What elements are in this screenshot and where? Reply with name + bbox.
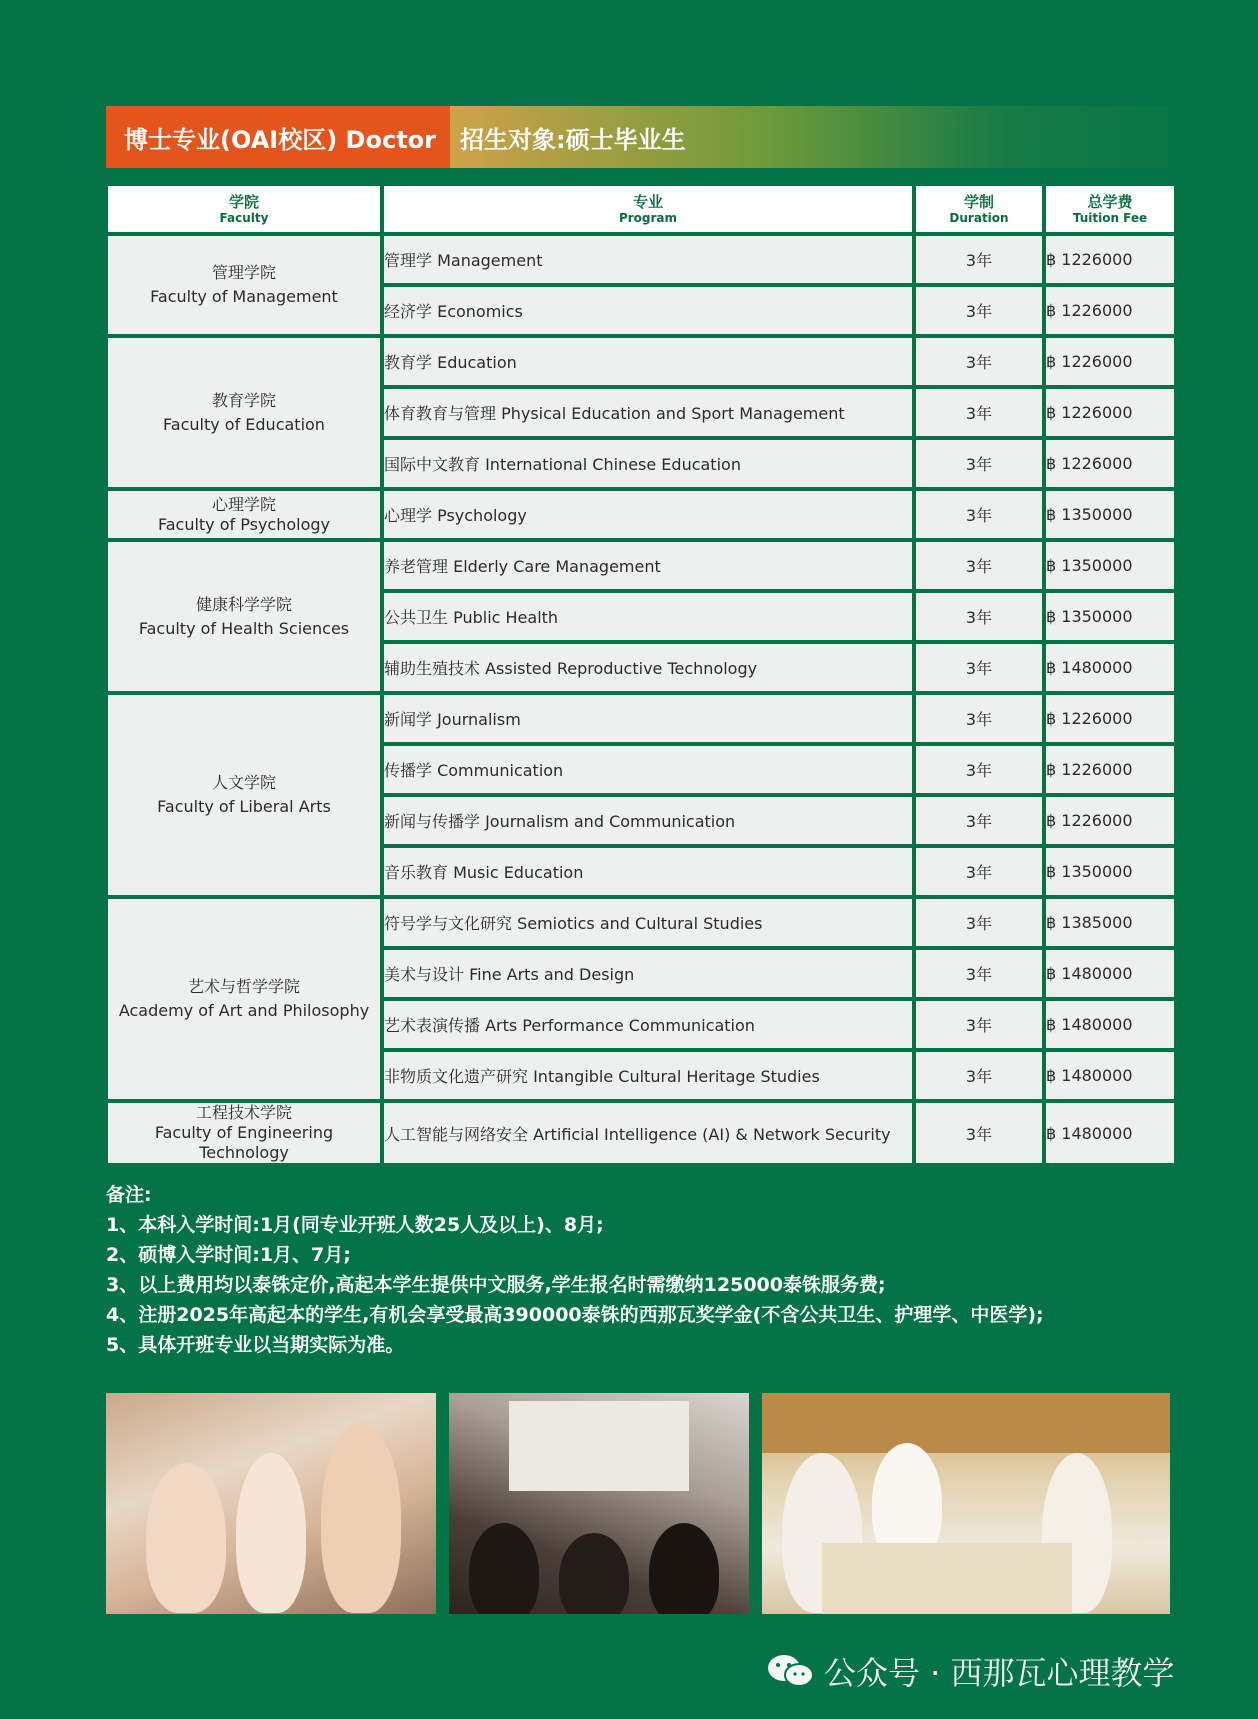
table-row — [108, 899, 1174, 946]
fee-cell: ฿ 1480000 — [1046, 950, 1174, 997]
faculty-cell-liberal-arts: 人文学院 Faculty of Liberal Arts — [108, 695, 380, 895]
faculty-cell-management: 管理学院 Faculty of Management — [108, 236, 380, 334]
duration-cell: 3年 — [916, 950, 1042, 997]
table-row — [108, 338, 1174, 385]
duration-cell: 3年 — [916, 695, 1042, 742]
photo-students-laptop — [106, 1393, 436, 1614]
header-program: 专业 Program — [384, 186, 912, 232]
program-cell: 管理学 Management — [384, 236, 912, 283]
note-item: 4、注册2025年高起本的学生,有机会享受最高390000泰铢的西那瓦奖学金(不含公共卫生、护理学、中医学); — [106, 1304, 1044, 1326]
fee-cell: ฿ 1226000 — [1046, 389, 1174, 436]
program-cell: 经济学 Economics — [384, 287, 912, 334]
duration-cell: 3年 — [916, 1052, 1042, 1099]
program-cell: 人工智能与网络安全 Artificial Intelligence (AI) & Network Security — [384, 1103, 912, 1163]
header-duration: 学制 Duration — [916, 186, 1042, 232]
program-cell: 新闻学 Journalism — [384, 695, 912, 742]
duration-cell: 3年 — [916, 644, 1042, 691]
photo-lecture-classroom — [449, 1393, 749, 1614]
duration-cell: 3年 — [916, 797, 1042, 844]
table-row — [108, 695, 1174, 742]
program-cell: 音乐教育 Music Education — [384, 848, 912, 895]
notes-title: 备注: — [106, 1184, 152, 1206]
fee-cell: ฿ 1350000 — [1046, 491, 1174, 538]
program-cell: 艺术表演传播 Arts Performance Communication — [384, 1001, 912, 1048]
fee-cell: ฿ 1385000 — [1046, 899, 1174, 946]
fee-cell: ฿ 1226000 — [1046, 797, 1174, 844]
fee-cell: ฿ 1226000 — [1046, 746, 1174, 793]
fee-cell: ฿ 1350000 — [1046, 848, 1174, 895]
duration-cell: 3年 — [916, 1103, 1042, 1163]
table-row — [108, 542, 1174, 589]
duration-cell: 3年 — [916, 440, 1042, 487]
faculty-cell-engineering: 工程技术学院 Faculty of Engineering Technology — [108, 1103, 380, 1163]
note-item: 2、硕博入学时间:1月、7月; — [106, 1244, 351, 1266]
wechat-icon — [766, 1653, 816, 1689]
photo-library-group — [762, 1393, 1170, 1614]
fee-cell: ฿ 1480000 — [1046, 644, 1174, 691]
fee-cell: ฿ 1226000 — [1046, 287, 1174, 334]
program-table — [104, 182, 1178, 1167]
program-cell: 符号学与文化研究 Semiotics and Cultural Studies — [384, 899, 912, 946]
duration-cell: 3年 — [916, 236, 1042, 283]
table-header-row — [108, 186, 1174, 232]
fee-cell: ฿ 1226000 — [1046, 695, 1174, 742]
program-cell: 体育教育与管理 Physical Education and Sport Management — [384, 389, 912, 436]
table-row — [108, 491, 1174, 538]
program-cell: 养老管理 Elderly Care Management — [384, 542, 912, 589]
fee-cell: ฿ 1480000 — [1046, 1103, 1174, 1163]
fee-cell: ฿ 1226000 — [1046, 440, 1174, 487]
faculty-cell-health-sciences: 健康科学学院 Faculty of Health Sciences — [108, 542, 380, 691]
faculty-cell-psychology: 心理学院 Faculty of Psychology — [108, 491, 380, 538]
watermark-text: 公众号 · 西那瓦心理教学 — [824, 1654, 1175, 1692]
program-cell: 辅助生殖技术 Assisted Reproductive Technology — [384, 644, 912, 691]
note-item: 1、本科入学时间:1月(同专业开班人数25人及以上)、8月; — [106, 1214, 604, 1236]
section-banner — [106, 106, 1168, 168]
fee-cell: ฿ 1350000 — [1046, 593, 1174, 640]
fee-cell: ฿ 1350000 — [1046, 542, 1174, 589]
banner-program-title: 博士专业(OAI校区) Doctor — [106, 106, 450, 168]
fee-cell: ฿ 1480000 — [1046, 1001, 1174, 1048]
program-cell: 美术与设计 Fine Arts and Design — [384, 950, 912, 997]
note-item: 3、以上费用均以泰铢定价,高起本学生提供中文服务,学生报名时需缴纳125000泰铢服务费; — [106, 1274, 886, 1296]
program-cell: 心理学 Psychology — [384, 491, 912, 538]
duration-cell: 3年 — [916, 899, 1042, 946]
program-cell: 非物质文化遗产研究 Intangible Cultural Heritage Studies — [384, 1052, 912, 1099]
program-cell: 传播学 Communication — [384, 746, 912, 793]
fee-cell: ฿ 1226000 — [1046, 338, 1174, 385]
wechat-watermark — [766, 1648, 1175, 1694]
duration-cell: 3年 — [916, 338, 1042, 385]
header-faculty: 学院 Faculty — [108, 186, 380, 232]
faculty-cell-art-philosophy: 艺术与哲学学院 Academy of Art and Philosophy — [108, 899, 380, 1099]
duration-cell: 3年 — [916, 287, 1042, 334]
duration-cell: 3年 — [916, 746, 1042, 793]
duration-cell: 3年 — [916, 848, 1042, 895]
program-cell: 新闻与传播学 Journalism and Communication — [384, 797, 912, 844]
table-row — [108, 236, 1174, 283]
banner-target-students: 招生对象:硕士毕业生 — [460, 125, 686, 154]
duration-cell: 3年 — [916, 1001, 1042, 1048]
fee-cell: ฿ 1226000 — [1046, 236, 1174, 283]
duration-cell: 3年 — [916, 389, 1042, 436]
fee-cell: ฿ 1480000 — [1046, 1052, 1174, 1099]
program-cell: 国际中文教育 International Chinese Education — [384, 440, 912, 487]
duration-cell: 3年 — [916, 593, 1042, 640]
note-item: 5、具体开班专业以当期实际为准。 — [106, 1334, 405, 1356]
notes-section — [106, 1180, 1226, 1360]
program-cell: 公共卫生 Public Health — [384, 593, 912, 640]
header-fee: 总学费 Tuition Fee — [1046, 186, 1174, 232]
program-cell: 教育学 Education — [384, 338, 912, 385]
table-row — [108, 1103, 1174, 1163]
duration-cell: 3年 — [916, 542, 1042, 589]
faculty-cell-education: 教育学院 Faculty of Education — [108, 338, 380, 487]
duration-cell: 3年 — [916, 491, 1042, 538]
